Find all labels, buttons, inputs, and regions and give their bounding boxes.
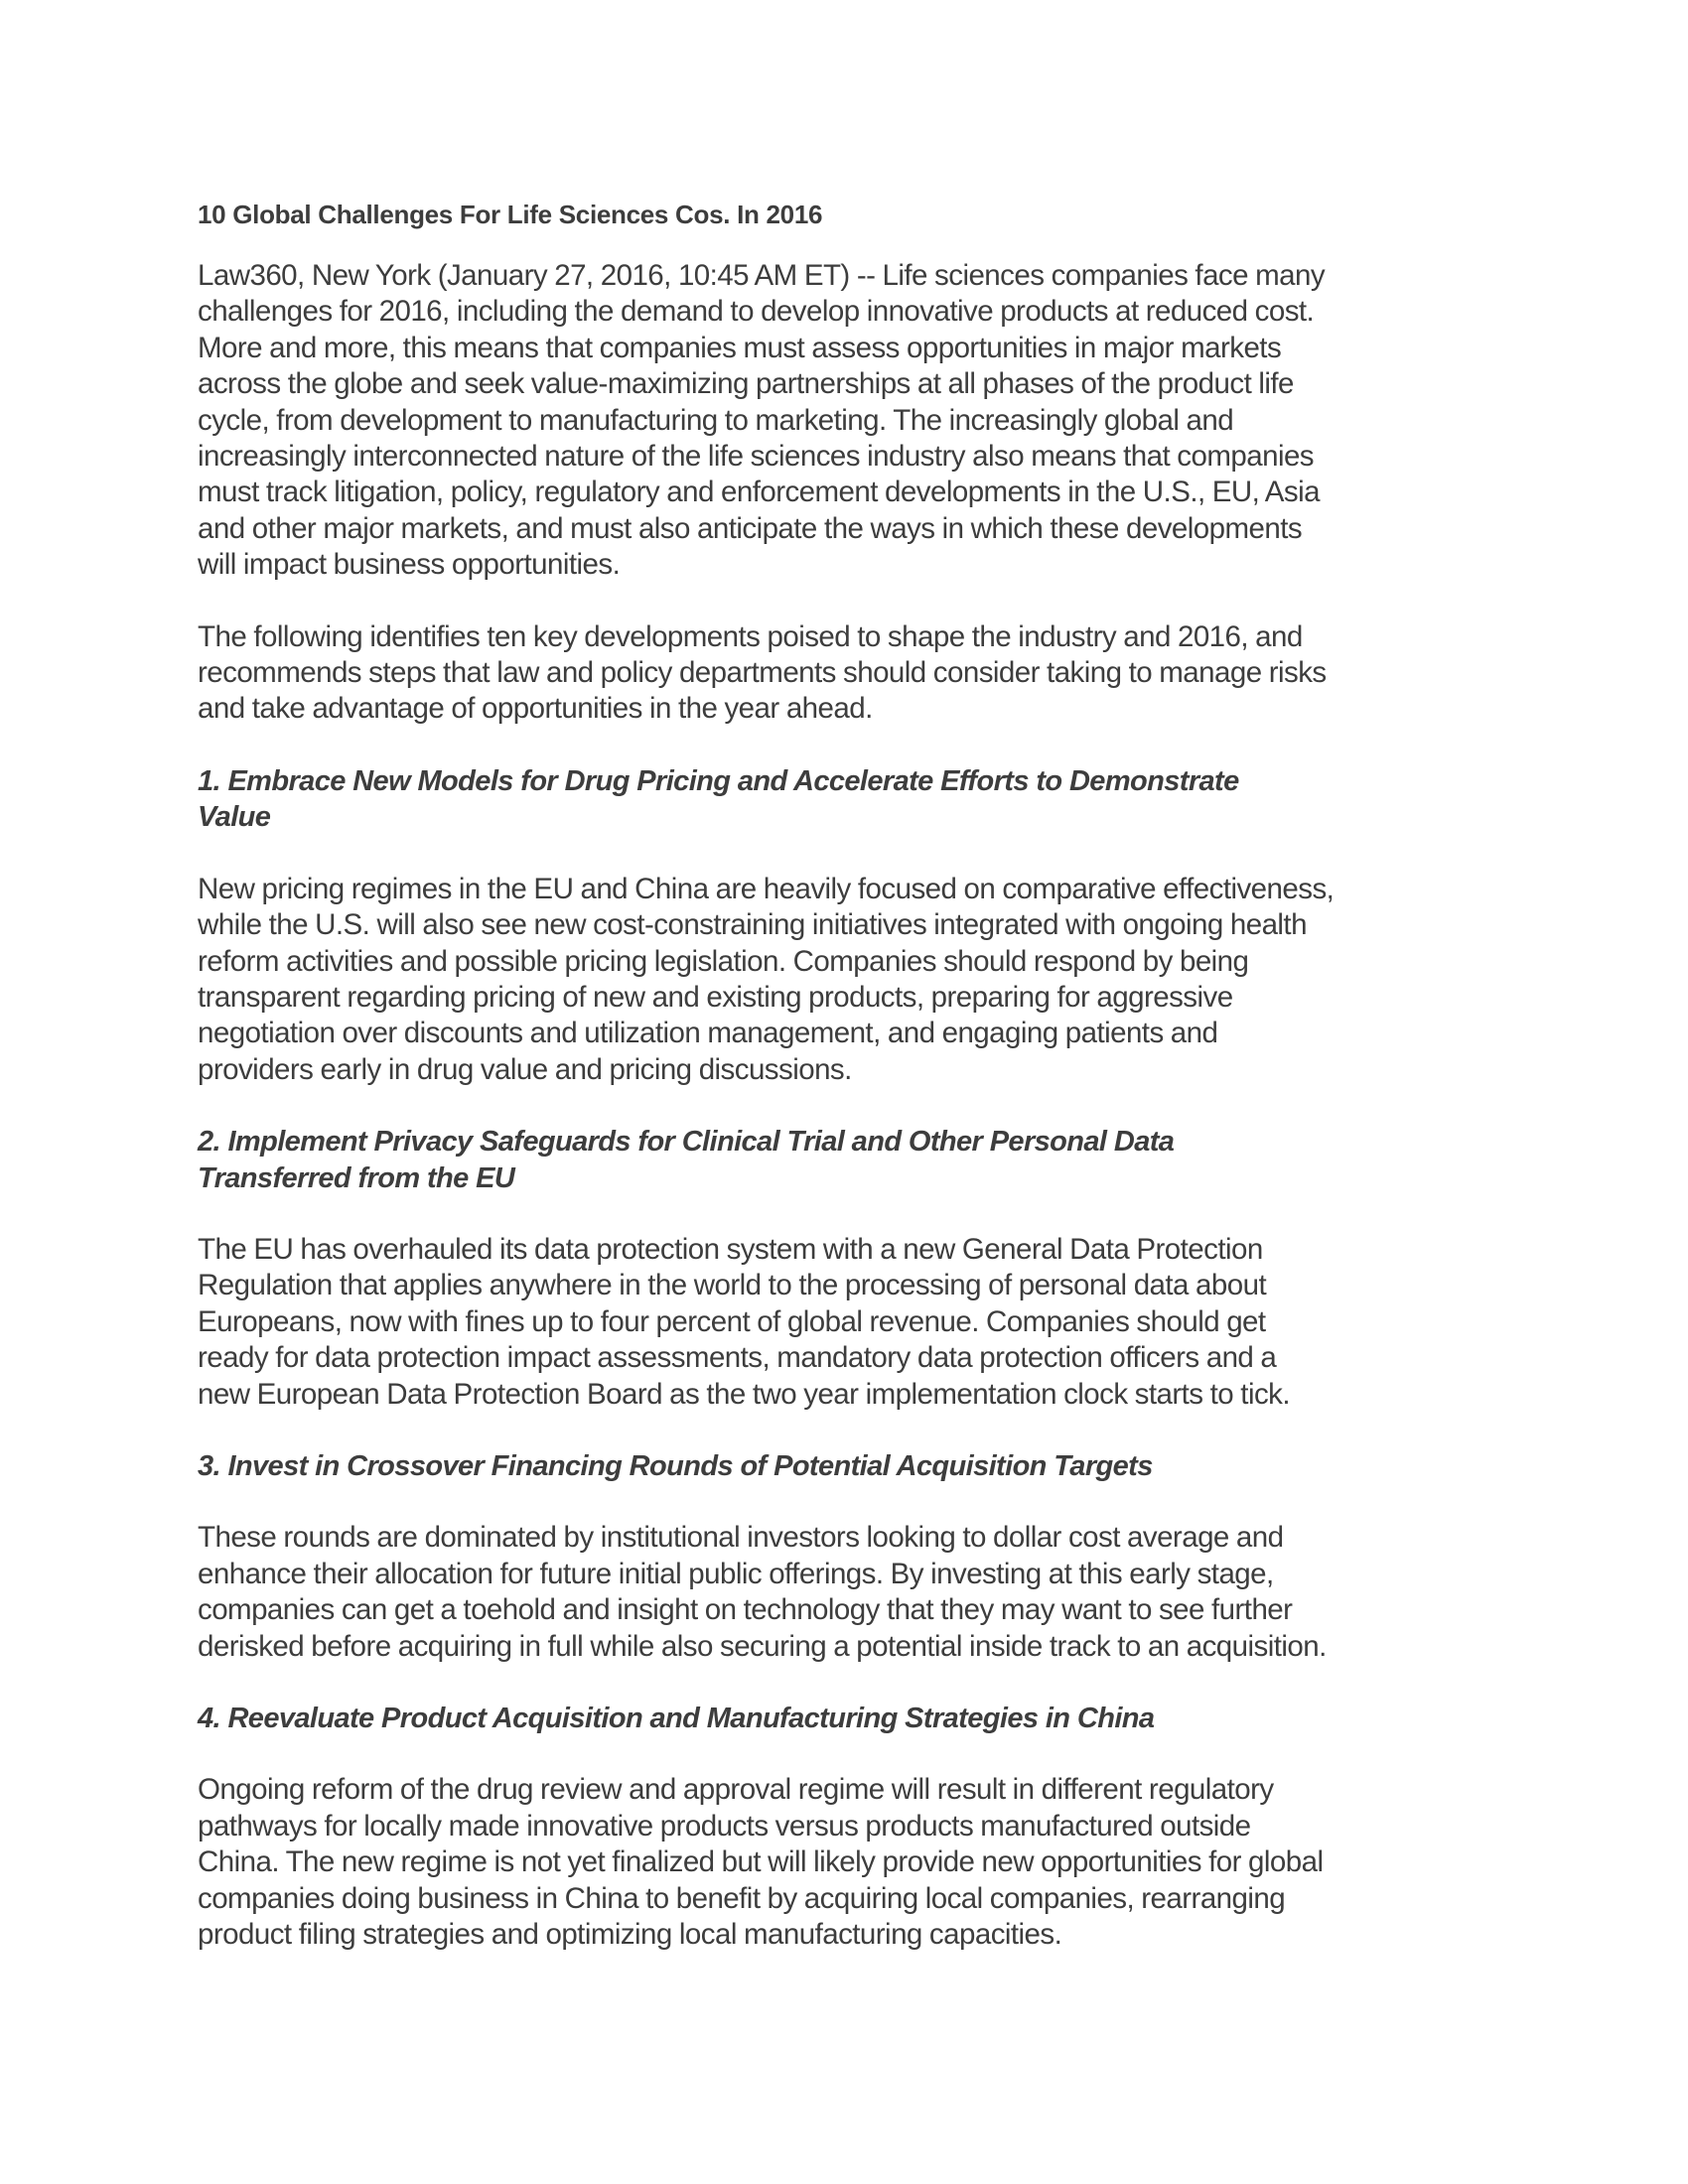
- text-line: recommends steps that law and policy departments should consider taking to manage risks: [198, 656, 1327, 690]
- heading-line: 4. Reevaluate Product Acquisition and Manufacturing Strategies in China: [198, 1703, 1155, 1734]
- text-line: negotiation over discounts and utilization management, and engaging patients and: [198, 1017, 1218, 1050]
- heading-line: Value: [198, 801, 271, 834]
- section-heading-2: [198, 1124, 1508, 1196]
- text-line: will impact business opportunities.: [198, 548, 621, 582]
- heading-line: 1. Embrace New Models for Drug Pricing and Accelerate Efforts to Demonstrate: [198, 764, 1239, 797]
- text-line: ready for data protection impact assessments, mandatory data protection officers and a: [198, 1341, 1277, 1375]
- heading-line: 2. Implement Privacy Safeguards for Clinical Trial and Other Personal Data: [198, 1126, 1175, 1159]
- text-line: Law360, New York (January 27, 2016, 10:45 AM ET) -- Life sciences companies face many: [198, 259, 1326, 292]
- text-line: new European Data Protection Board as the two year implementation clock starts to tick.: [198, 1377, 1290, 1411]
- text-line: and take advantage of opportunities in the year ahead.: [198, 692, 873, 726]
- text-line: The following identifies ten key developments poised to shape the industry and 2016, and: [198, 619, 1303, 653]
- text-line: derisked before acquiring in full while also securing a potential inside track to an acquisition.: [198, 1629, 1327, 1663]
- text-line: transparent regarding pricing of new and existing products, preparing for aggressive: [198, 980, 1233, 1014]
- text-line: challenges for 2016, including the demand to develop innovative products at reduced cost.: [198, 295, 1315, 329]
- text-line: Ongoing reform of the drug review and approval regime will result in different regulatory: [198, 1773, 1274, 1807]
- section-body-1: [198, 872, 1508, 1088]
- heading-line: Transferred from the EU: [198, 1161, 515, 1194]
- text-line: companies doing business in China to benefit by acquiring local companies, rearranging: [198, 1881, 1286, 1915]
- text-line: pathways for locally made innovative products versus products manufactured outside: [198, 1809, 1251, 1843]
- text-line: companies can get a toehold and insight on technology that they may want to see further: [198, 1593, 1293, 1627]
- text-line: increasingly interconnected nature of the life sciences industry also means that companies: [198, 440, 1315, 474]
- text-line: while the U.S. will also see new cost-constraining initiatives integrated with ongoing health: [198, 908, 1307, 942]
- text-line: must track litigation, policy, regulatory and enforcement developments in the U.S., EU, Asia: [198, 476, 1320, 509]
- text-line: These rounds are dominated by institutional investors looking to dollar cost average and: [198, 1521, 1284, 1555]
- document-title: 10 Global Challenges For Life Sciences Cos. In 2016: [198, 200, 823, 229]
- text-line: reform activities and possible pricing legislation. Companies should respond by being: [198, 944, 1249, 978]
- text-line: across the globe and seek value-maximizing partnerships at all phases of the product life: [198, 367, 1294, 401]
- document-page: [198, 197, 1508, 1988]
- intro-paragraph: [198, 258, 1508, 584]
- text-line: product filing strategies and optimizing local manufacturing capacities.: [198, 1918, 1062, 1952]
- text-line: Europeans, now with fines up to four percent of global revenue. Companies should get: [198, 1304, 1266, 1338]
- intro-paragraph: [198, 619, 1508, 728]
- section-body-3: [198, 1520, 1508, 1665]
- text-line: More and more, this means that companies must assess opportunities in major markets: [198, 331, 1282, 364]
- text-line: cycle, from development to manufacturing to marketing. The increasingly global and: [198, 403, 1234, 437]
- text-line: The EU has overhauled its data protection system with a new General Data Protection: [198, 1232, 1263, 1266]
- section-body-4: [198, 1772, 1508, 1953]
- heading-line: 3. Invest in Crossover Financing Rounds of Potential Acquisition Targets: [198, 1449, 1153, 1482]
- section-body-2: [198, 1232, 1508, 1413]
- text-line: and other major markets, and must also anticipate the ways in which these developments: [198, 511, 1303, 545]
- text-line: providers early in drug value and pricing discussions.: [198, 1052, 852, 1086]
- text-line: Regulation that applies anywhere in the world to the processing of personal data about: [198, 1269, 1267, 1302]
- text-line: China. The new regime is not yet finalized but will likely provide new opportunities for global: [198, 1845, 1324, 1879]
- text-line: New pricing regimes in the EU and China are heavily focused on comparative effectiveness,: [198, 872, 1335, 905]
- section-heading-3: [198, 1448, 1508, 1484]
- section-heading-1: [198, 763, 1508, 836]
- text-line: enhance their allocation for future initial public offerings. By investing at this early stage,: [198, 1557, 1274, 1590]
- section-heading-4: [198, 1701, 1508, 1736]
